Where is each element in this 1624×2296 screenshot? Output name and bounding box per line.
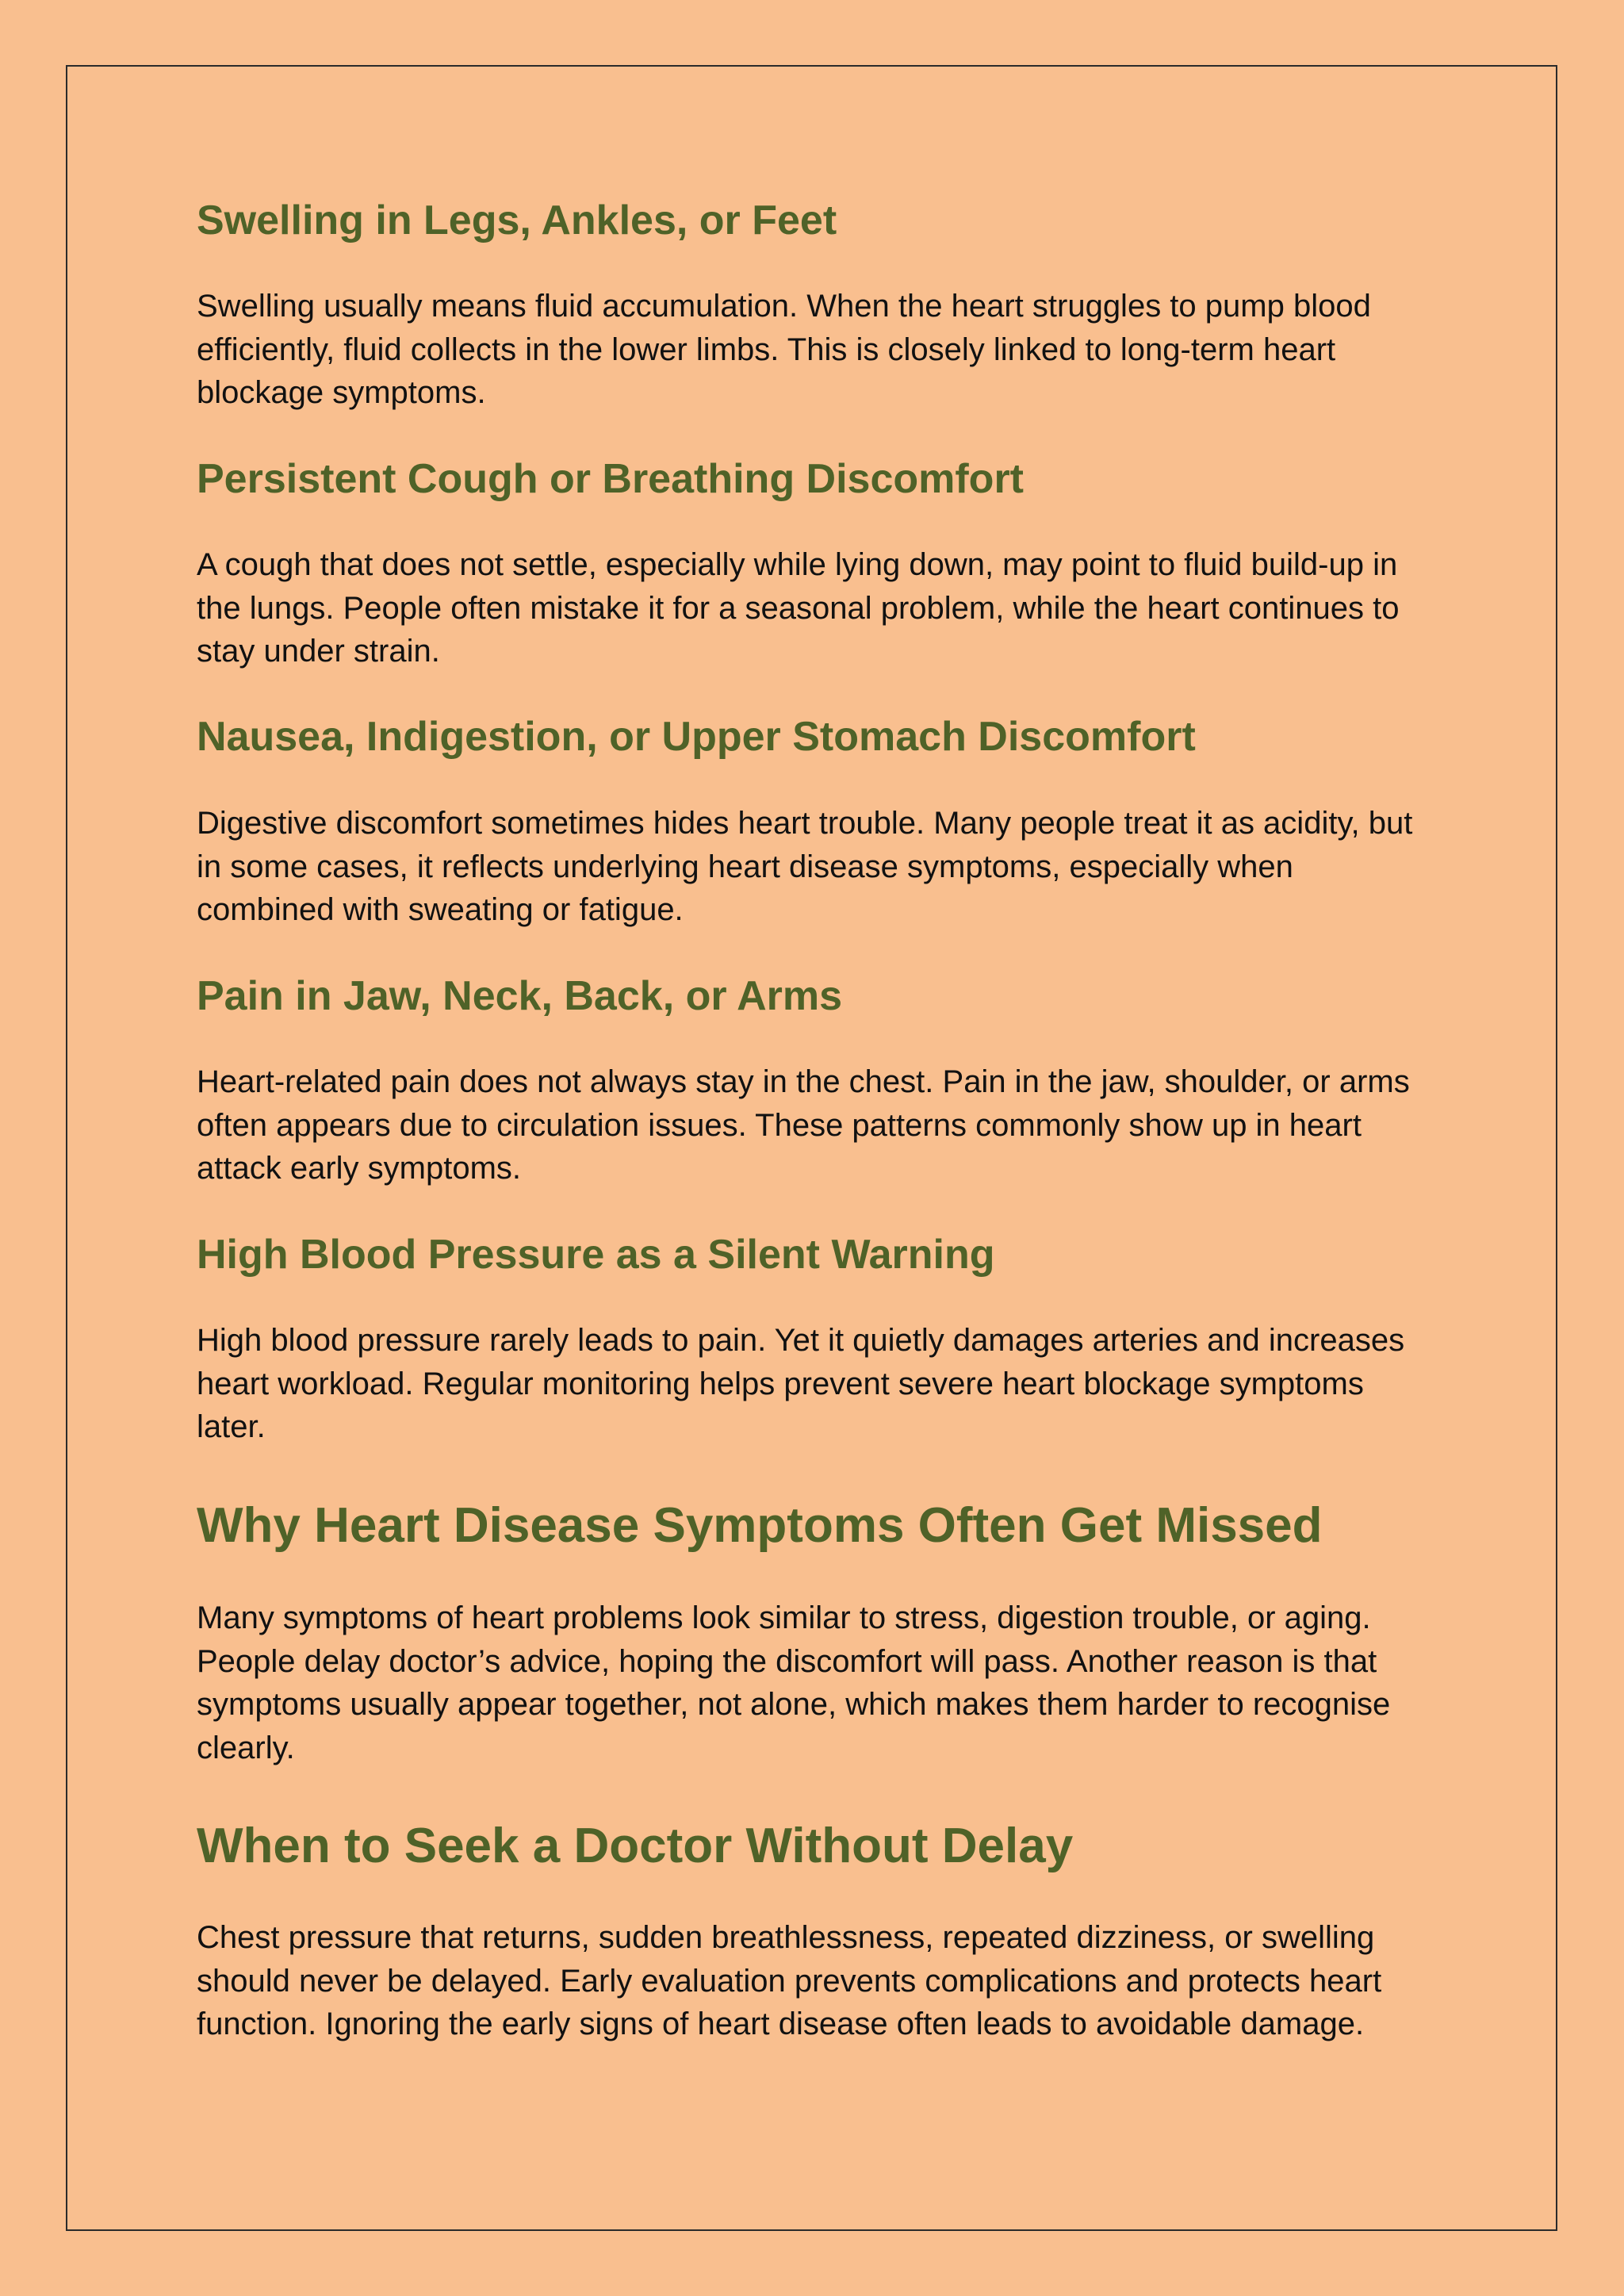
- paragraph-missed-symptoms: Many symptoms of heart problems look similar to stress, digestion trouble, or aging. People delay doctor’s advice, hoping the discomfort will pass. Another reason is that symptoms usually appear together, not alone, which makes them harder to recognise clearly.: [197, 1600, 1391, 1765]
- heading-pain: Pain in Jaw, Neck, Back, or Arms: [197, 973, 843, 1019]
- paragraph-nausea: Digestive discomfort sometimes hides heart trouble. Many people treat it as acidity, but in some cases, it reflects underlying heart disease symptoms, especially when combined with sweating or fatigue.: [197, 806, 1413, 927]
- heading-cough: Persistent Cough or Breathing Discomfort: [197, 456, 1024, 502]
- heading-blood-pressure: High Blood Pressure as a Silent Warning: [197, 1232, 995, 1278]
- paragraph-pain: Heart-related pain does not always stay in the chest. Pain in the jaw, shoulder, or arms often appears due to circulation issues. These patterns commonly show up in heart attack early symptoms.: [197, 1064, 1410, 1186]
- paragraph-cough: A cough that does not settle, especially while lying down, may point to fluid build-up in the lungs. People often mistake it for a seasonal problem, while the heart continues to stay under strain.: [197, 547, 1400, 669]
- paragraph-swelling: Swelling usually means fluid accumulation. When the heart struggles to pump blood efficiently, fluid collects in the lower limbs. This is closely linked to long-term heart blockage symptoms.: [197, 289, 1371, 410]
- heading-seek-doctor: When to Seek a Doctor Without Delay: [197, 1819, 1074, 1873]
- heading-missed-symptoms: Why Heart Disease Symptoms Often Get Missed: [197, 1498, 1323, 1553]
- paragraph-blood-pressure: High blood pressure rarely leads to pain. Yet it quietly damages arteries and increases heart workload. Regular monitoring helps prevent severe heart blockage symptoms later.: [197, 1323, 1405, 1444]
- heading-swelling: Swelling in Legs, Ankles, or Feet: [197, 197, 837, 243]
- heading-nausea: Nausea, Indigestion, or Upper Stomach Discomfort: [197, 714, 1196, 760]
- paragraph-seek-doctor: Chest pressure that returns, sudden breathlessness, repeated dizziness, or swelling should never be delayed. Early evaluation prevents complications and protects heart function. Ignoring the early signs of heart disease often leads to avoidable damage.: [197, 1920, 1382, 2041]
